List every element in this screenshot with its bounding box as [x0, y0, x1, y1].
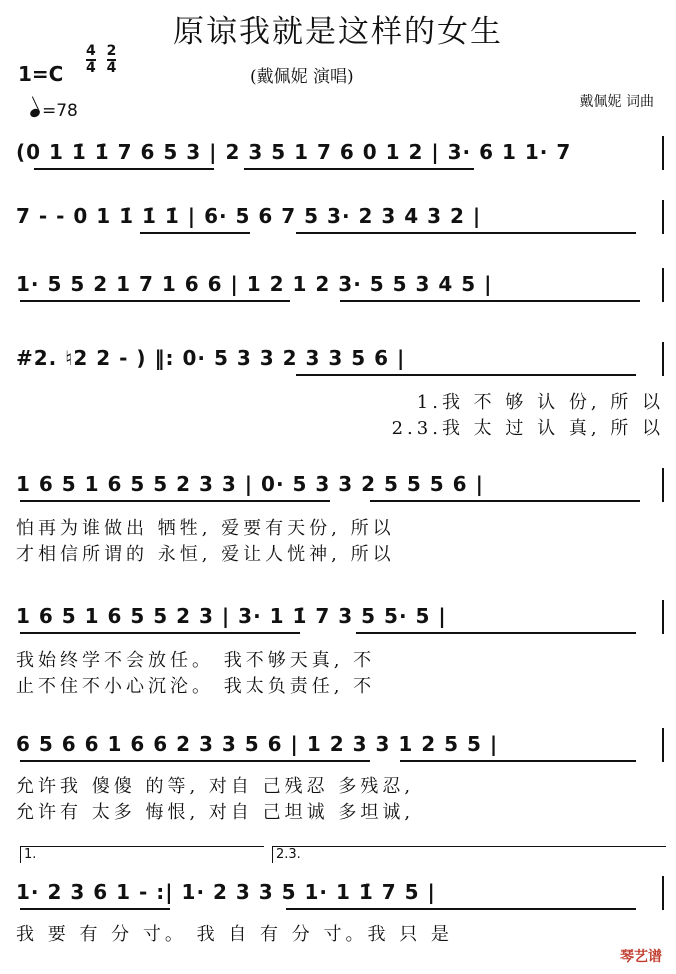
score-line-6: 1 6 5 1 6 5 5 2 3 | 3· 1 1̇ 7 3 5 5· 5 |	[16, 604, 447, 628]
tempo-mark	[30, 101, 78, 121]
barline	[662, 200, 664, 234]
beam	[286, 908, 636, 910]
tempo-value: =78	[42, 101, 78, 121]
score-line-5: 1 6 5 1 6 5 5 2 3 3 | 0· 5 3 3 2 5 5 5 6 |	[16, 472, 484, 496]
beam	[20, 500, 330, 502]
beam	[244, 168, 474, 170]
lyric-line: 我始终学不会放任。 我不够天真, 不	[16, 650, 376, 671]
barline	[662, 468, 664, 502]
composer-credit: 戴佩妮 词曲	[579, 94, 654, 110]
lyric-line: 止不住不小心沉沦。 我太负责任, 不	[16, 676, 376, 697]
score-line-1: (0 1 1̇ 1̇ 7 6 5 3 | 2 3 5 1 7 6 0 1 2 | 3· 6 1 1· 7	[16, 140, 572, 164]
score-line-4: #2. ♮2 2 - ) ‖: 0· 5 3 3 2 3 3 5 6 |	[16, 346, 406, 370]
lyric-line: 才相信所谓的 永恒, 爱让人恍神, 所以	[16, 544, 395, 565]
lyric-line: 1.我 不 够 认 份, 所 以	[416, 392, 664, 413]
meter-a-top: 4	[86, 43, 96, 59]
beam	[296, 374, 636, 376]
barline	[662, 136, 664, 170]
beam	[20, 300, 290, 302]
beam	[296, 232, 636, 234]
key-signature: 1=C	[18, 62, 64, 86]
beam	[20, 760, 370, 762]
score-line-7: 6 5 6 6 1 6 6 2 3 3 5 6 | 1 2 3 3 1 2 5 5 |	[16, 732, 499, 756]
song-title: 原谅我就是这样的女生	[173, 14, 503, 50]
beam	[140, 232, 250, 234]
beam	[34, 168, 214, 170]
volta-second: 2.3.	[272, 846, 666, 863]
time-signature	[86, 44, 116, 76]
barline	[662, 342, 664, 376]
lyric-line: 允许有 太多 悔恨, 对自 己坦诚 多坦诚,	[16, 802, 415, 823]
lyric-line: 允许我 傻傻 的等, 对自 己残忍 多残忍,	[16, 776, 415, 797]
beam	[20, 908, 170, 910]
barline	[662, 268, 664, 302]
score-line-2: 7 - - 0 1 1̇ 1̇ 1̇ | 6· 5 6 7 5 3· 2 3 4 3 2 |	[16, 204, 482, 228]
site-watermark: 琴艺谱	[620, 949, 662, 965]
barline	[662, 876, 664, 910]
volta-first: 1.	[20, 846, 264, 863]
beam	[340, 300, 640, 302]
score-line-3: 1· 5 5 2 1 7 1 6 6 | 1 2 1 2 3· 5 5 3 4 5 |	[16, 272, 493, 296]
lyric-line: 怕再为谁做出 牺牲, 爱要有天份, 所以	[16, 518, 395, 539]
beam	[20, 632, 300, 634]
score-line-8: 1· 2 3 6 1 - :| 1· 2 3 3 5 1· 1 1̇ 7 5 |	[16, 880, 436, 904]
lyric-line: 2.3.我 太 过 认 真, 所 以	[391, 418, 664, 439]
singer-credit: (戴佩妮 演唱)	[250, 67, 354, 87]
barline	[662, 600, 664, 634]
quarter-note-icon	[29, 107, 41, 118]
meter-b-top: 2	[106, 43, 117, 59]
meter-a-bottom: 4	[86, 60, 96, 76]
lyric-line: 我 要 有 分 寸。 我 自 有 分 寸。我 只 是	[16, 924, 453, 945]
beam	[370, 500, 640, 502]
beam	[356, 632, 636, 634]
meter-b-bottom: 4	[106, 60, 117, 76]
beam	[400, 760, 636, 762]
barline	[662, 728, 664, 762]
